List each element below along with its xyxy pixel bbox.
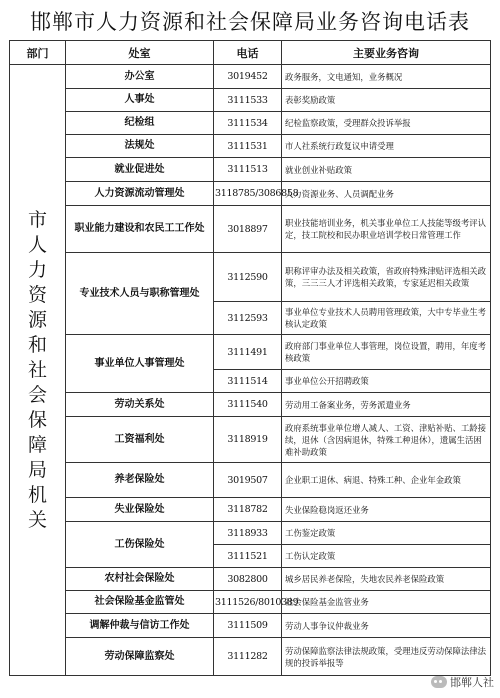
header-office: 处室 — [66, 41, 214, 65]
phone-cell[interactable]: 3111533 — [214, 89, 282, 112]
phone-cell[interactable]: 3112590 — [214, 253, 282, 302]
biz-cell: 失业保险稳岗返还业务 — [282, 498, 491, 522]
table-row — [10, 335, 491, 370]
phone-cell[interactable]: 3111531 — [214, 135, 282, 158]
biz-cell: 劳动人事争议仲裁业务 — [282, 614, 491, 638]
phone-cell[interactable]: 3111514 — [214, 370, 282, 393]
biz-cell: 市人社系统行政复议申请受理 — [282, 135, 491, 158]
office-cell: 就业促进处 — [66, 158, 214, 182]
table-header-row — [10, 41, 491, 65]
table-row — [10, 89, 491, 112]
office-cell: 农村社会保险处 — [66, 568, 214, 591]
table-row — [10, 522, 491, 545]
office-cell: 养老保险处 — [66, 463, 214, 498]
phone-cell[interactable]: 3118933 — [214, 522, 282, 545]
office-cell: 职业能力建设和农民工工作处 — [66, 206, 214, 253]
table-row — [10, 65, 491, 89]
phone-cell[interactable]: 3111509 — [214, 614, 282, 638]
table-row — [10, 498, 491, 522]
phone-cell[interactable]: 3111282 — [214, 638, 282, 676]
dept-name: 市人力资源和社会保障局机关 — [27, 208, 47, 531]
phone-cell[interactable]: 3112593 — [214, 302, 282, 335]
office-cell: 失业保险处 — [66, 498, 214, 522]
biz-cell: 就业创业补贴政策 — [282, 158, 491, 182]
phone-cell[interactable]: 3118785/3086858 — [214, 182, 282, 206]
header-phone: 电话 — [214, 41, 282, 65]
biz-cell: 职业技能培训业务，机关事业单位工人技能等级考评认定，技工院校和民办职业培训学校日常管理工作 — [282, 206, 491, 253]
phone-cell[interactable]: 3082800 — [214, 568, 282, 591]
office-cell: 人事处 — [66, 89, 214, 112]
table-row — [10, 463, 491, 498]
table-row — [10, 393, 491, 417]
phone-cell[interactable]: 3019507 — [214, 463, 282, 498]
table-row — [10, 614, 491, 638]
biz-cell: 劳动用工备案业务，劳务派遣业务 — [282, 393, 491, 417]
table-row — [10, 568, 491, 591]
table-row — [10, 112, 491, 135]
office-cell: 法规处 — [66, 135, 214, 158]
phone-table — [9, 40, 491, 676]
table-row — [10, 417, 491, 463]
office-cell: 专业技术人员与职称管理处 — [66, 253, 214, 335]
watermark-text: 邯郸人社 — [450, 676, 494, 689]
biz-cell: 表彰奖励政策 — [282, 89, 491, 112]
header-biz: 主要业务咨询 — [282, 41, 491, 65]
biz-cell: 工伤鉴定政策 — [282, 522, 491, 545]
phone-cell[interactable]: 3111526/8010389 — [214, 591, 282, 614]
phone-cell[interactable]: 3019452 — [214, 65, 282, 89]
office-cell: 调解仲裁与信访工作处 — [66, 614, 214, 638]
office-cell: 社会保险基金监管处 — [66, 591, 214, 614]
phone-cell[interactable]: 3118782 — [214, 498, 282, 522]
biz-cell: 政务服务，文电通知，业务概况 — [282, 65, 491, 89]
table-row — [10, 591, 491, 614]
office-cell: 工伤保险处 — [66, 522, 214, 568]
biz-cell: 社会保险基金监管业务 — [282, 591, 491, 614]
phone-cell[interactable]: 3111521 — [214, 545, 282, 568]
phone-cell[interactable]: 3111534 — [214, 112, 282, 135]
biz-cell: 职称评审办法及相关政策，省政府特殊津贴评选相关政策，三三三人才评选相关政策，专家延迟相关政策 — [282, 253, 491, 302]
biz-cell: 企业职工退休、病退、特殊工种、企业年金政策 — [282, 463, 491, 498]
table-row — [10, 158, 491, 182]
wechat-icon — [431, 676, 447, 688]
biz-cell: 事业单位公开招聘政策 — [282, 370, 491, 393]
biz-cell: 政府部门事业单位人事管理，岗位设置，聘用，年度考核政策 — [282, 335, 491, 370]
page-title: 邯郸市人力资源和社会保障局业务咨询电话表 — [30, 10, 470, 34]
office-cell: 人力资源流动管理处 — [66, 182, 214, 206]
biz-cell: 劳动保障监察法律法规政策，受理违反劳动保障法律法规的投诉举报等 — [282, 638, 491, 676]
biz-cell: 事业单位专业技术人员聘用管理政策，大中专毕业生考核认定政策 — [282, 302, 491, 335]
phone-cell[interactable]: 3018897 — [214, 206, 282, 253]
phone-cell[interactable]: 3111513 — [214, 158, 282, 182]
office-cell: 劳动保障监察处 — [66, 638, 214, 676]
dept-cell — [10, 65, 66, 676]
office-cell: 事业单位人事管理处 — [66, 335, 214, 393]
table-row — [10, 182, 491, 206]
table-row — [10, 206, 491, 253]
biz-cell: 人力资源业务、人员调配业务 — [282, 182, 491, 206]
office-cell: 办公室 — [66, 65, 214, 89]
biz-cell: 政府系统事业单位增人减人、工资、津贴补贴、工龄接续，退休（含因病退休，特殊工种退休），遗属生活困难补助政策 — [282, 417, 491, 463]
table-row — [10, 253, 491, 302]
watermark — [431, 674, 494, 690]
office-cell: 工资福利处 — [66, 417, 214, 463]
office-cell: 劳动关系处 — [66, 393, 214, 417]
table-row — [10, 638, 491, 676]
phone-cell[interactable]: 3111491 — [214, 335, 282, 370]
phone-cell[interactable]: 3111540 — [214, 393, 282, 417]
biz-cell: 工伤认定政策 — [282, 545, 491, 568]
biz-cell: 纪检监察政策，受理群众投诉举报 — [282, 112, 491, 135]
header-dept: 部门 — [10, 41, 66, 65]
biz-cell: 城乡居民养老保险，失地农民养老保险政策 — [282, 568, 491, 591]
phone-cell[interactable]: 3118919 — [214, 417, 282, 463]
office-cell: 纪检组 — [66, 112, 214, 135]
table-row — [10, 135, 491, 158]
